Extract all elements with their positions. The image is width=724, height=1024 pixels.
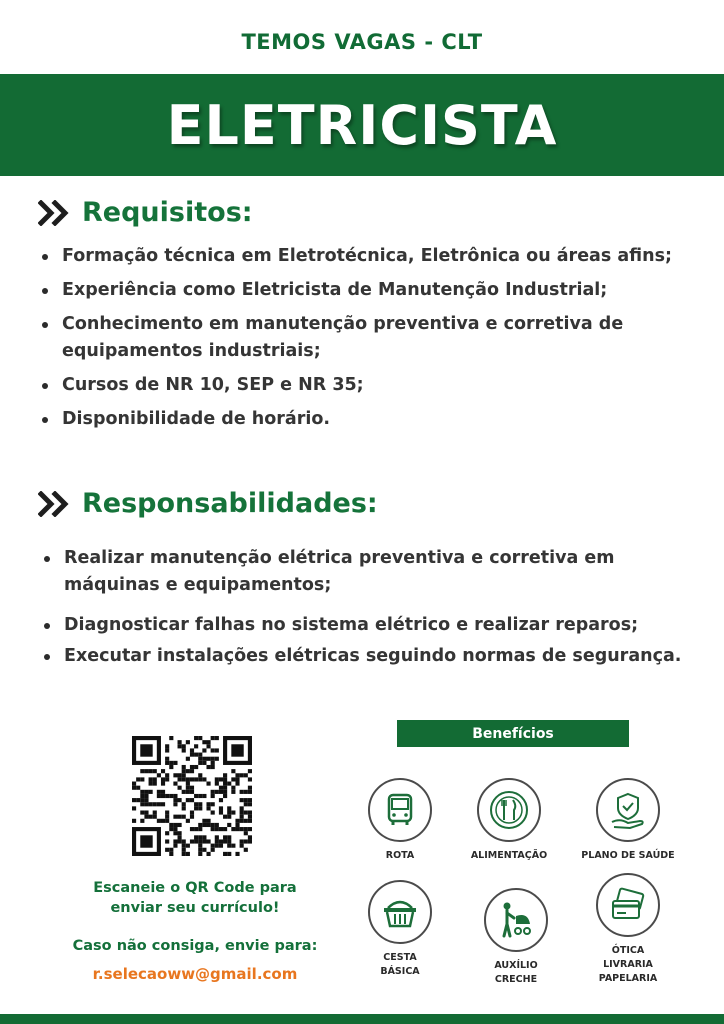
benefit-plano-saude <box>568 778 688 863</box>
fork-knife-icon <box>487 788 531 832</box>
list-item: Conhecimento em manutenção preventiva e corretiva de equipamentos industriais; <box>40 311 680 365</box>
benefits-header: Benefícios <box>397 720 629 747</box>
requisitos-list <box>40 243 680 440</box>
responsabilidades-title: Responsabilidades: <box>82 488 378 519</box>
requisitos-title: Requisitos: <box>82 197 253 228</box>
job-title: ELETRICISTA <box>166 93 558 157</box>
list-item: Diagnosticar falhas no sistema elétrico e realizar reparos; <box>42 612 692 639</box>
responsabilidades-heading <box>38 488 378 519</box>
footer-bar <box>0 1014 724 1024</box>
fallback-instructions: Caso não consiga, envie para: <box>72 938 318 954</box>
double-chevron-icon <box>38 200 74 226</box>
hiring-tag: TEMOS VAGAS - CLT <box>241 30 483 54</box>
cards-icon <box>606 883 650 927</box>
benefit-circle <box>477 778 541 842</box>
benefit-alimentacao <box>449 778 569 863</box>
list-item: Formação técnica em Eletrotécnica, Eletrônica ou áreas afins; <box>40 243 680 270</box>
list-item: Cursos de NR 10, SEP e NR 35; <box>40 372 680 399</box>
basket-icon <box>378 890 422 934</box>
scan-instructions: Escaneie o QR Code para enviar seu currículo! <box>93 880 297 916</box>
benefit-label: AUXÍLIO CRECHE <box>494 960 538 985</box>
health-shield-icon <box>606 788 650 832</box>
benefit-cesta-basica <box>340 880 460 979</box>
benefit-circle <box>484 888 548 952</box>
list-item: Realizar manutenção elétrica preventiva e corretiva em máquinas e equipamentos; <box>42 545 692 599</box>
title-banner <box>0 74 724 176</box>
benefit-circle <box>368 778 432 842</box>
responsabilidades-list <box>42 545 692 683</box>
benefit-label: ALIMENTAÇÃO <box>470 850 548 861</box>
benefit-label: ROTA <box>385 850 415 861</box>
benefit-circle <box>596 873 660 937</box>
benefit-auxilio-creche <box>456 888 576 987</box>
benefit-label: CESTA BÁSICA <box>380 952 420 977</box>
bus-icon <box>380 790 420 830</box>
stroller-icon <box>494 898 538 942</box>
benefit-otica-livraria <box>568 873 688 986</box>
benefit-rota <box>340 778 460 863</box>
double-chevron-icon <box>38 491 74 517</box>
benefit-circle <box>368 880 432 944</box>
list-item: Executar instalações elétricas seguindo normas de segurança. <box>42 643 692 670</box>
benefit-label: ÓTICA LIVRARIA PAPELARIA <box>598 945 658 984</box>
list-item: Experiência como Eletricista de Manutenção Industrial; <box>40 277 680 304</box>
requisitos-heading <box>38 197 253 228</box>
contact-email[interactable]: r.selecaoww@gmail.com <box>92 965 298 983</box>
list-item: Disponibilidade de horário. <box>40 406 680 433</box>
qr-code[interactable] <box>132 736 252 856</box>
benefit-label: PLANO DE SAÚDE <box>581 850 675 861</box>
benefit-circle <box>596 778 660 842</box>
